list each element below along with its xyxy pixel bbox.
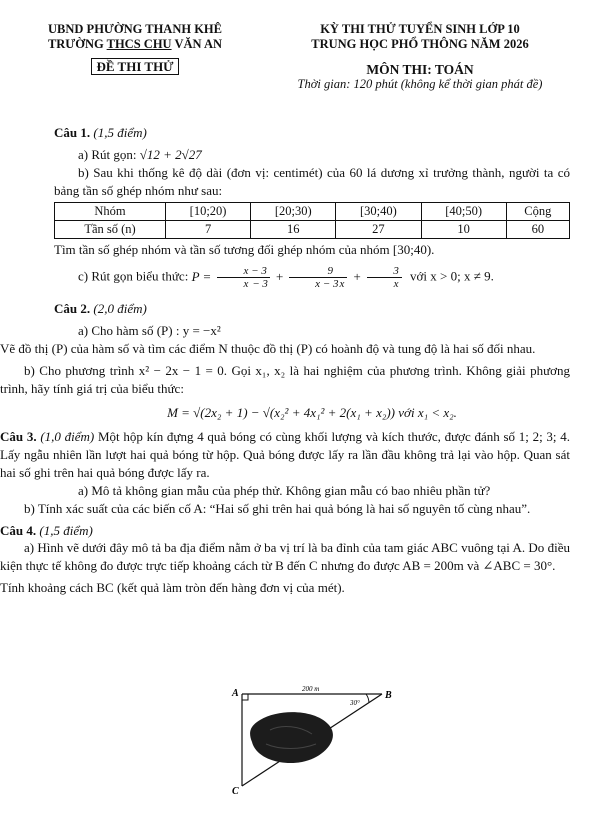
subject: MÔN THI: TOÁN bbox=[366, 62, 474, 77]
q1a: a) Rút gọn: √12 + 2√27 bbox=[78, 146, 202, 162]
table-cell: Tần số (n) bbox=[55, 221, 166, 239]
q1c: c) Rút gọn biểu thức: P = $\frac{x - 3}{x - 3}$ + $\frac{9}{x - 3x}$ + $\frac{3}{x}$ với x > 0; x ≠ 9. bbox=[78, 265, 494, 291]
table-cell: [20;30) bbox=[251, 202, 336, 220]
question-2-heading: Câu 2. (2,0 điểm) bbox=[54, 301, 147, 317]
issuer-block bbox=[30, 22, 240, 75]
q1a-expression: √12 + 2√27 bbox=[139, 146, 202, 162]
table-cell: [10;20) bbox=[166, 202, 251, 220]
ab-length-label: 200 m bbox=[302, 686, 320, 693]
right-angle-mark bbox=[242, 694, 248, 700]
time-limit: Thời gian: 120 phút (không kể thời gian phát đề) bbox=[297, 77, 543, 91]
q1c-condition: với x > 0; x ≠ 9. bbox=[410, 268, 494, 284]
question-4-heading: Câu 4. (1,5 điểm) bbox=[0, 522, 93, 538]
exam-title-line1: KỲ THI THỬ TUYỂN SINH LỚP 10 bbox=[320, 22, 520, 36]
angle-label: 30° bbox=[350, 699, 360, 707]
q3b: b) Tính xác suất của các biến cố A: “Hai số ghi trên hai quả bóng là hai số nguyên tố cùng nhau”. bbox=[24, 500, 531, 516]
table-cell: 60 bbox=[506, 221, 569, 239]
exam-header bbox=[0, 22, 591, 107]
table-cell: Cộng bbox=[506, 202, 569, 220]
q4a-question: Tính khoảng cách BC (kết quả làm tròn đến hàng đơn vị của mét). bbox=[0, 580, 345, 596]
q2b-expression: M = √(2x₂ + 1) − √(x₂² + 4x₁² + 2(x₁ + x₂)) với x₁ < x₂. bbox=[167, 404, 457, 420]
triangle-diagram bbox=[220, 686, 400, 796]
q1b-question: Tìm tần số ghép nhóm và tần số tương đối ghép nhóm của nhóm [30;40). bbox=[54, 242, 435, 258]
school-name: TRƯỜNG THCS CHU VĂN AN bbox=[47, 37, 223, 51]
table-cell: [30;40) bbox=[336, 202, 421, 220]
question-3: Câu 3. (1,0 điểm) Một hộp kín đựng 4 quả bóng có cùng khối lượng và kích thước, được đánh số 1; 2; 3; 4. Lấy ngẫu nhiên lần lượt hai quả bóng từ hộp. Quả bóng được lấy ra lần đầu không trả lại vào hộp. Quan sát hai số ghi trên hai quả bóng được lấy ra. bbox=[0, 428, 571, 480]
q1c-expression: P = $\frac{x - 3}{x - 3}$ + $\frac{9}{x - 3x}$ + $\frac{3}{x}$ bbox=[192, 269, 407, 284]
vertex-c-label: C bbox=[232, 786, 239, 796]
q3a: a) Mô tả không gian mẫu của phép thử. Không gian mẫu có bao nhiêu phần tử? bbox=[78, 482, 491, 498]
vertex-a-label: A bbox=[232, 688, 239, 699]
lake-obstacle bbox=[250, 712, 333, 763]
question-1-heading: Câu 1. (1,5 điểm) bbox=[54, 125, 147, 140]
table-cell: 27 bbox=[336, 221, 421, 239]
table-cell: Nhóm bbox=[55, 202, 166, 220]
table-cell: 16 bbox=[251, 221, 336, 239]
vertex-b-label: B bbox=[385, 690, 392, 701]
exam-content bbox=[0, 120, 571, 597]
table-cell: [40;50) bbox=[421, 202, 506, 220]
exam-title-block bbox=[260, 22, 580, 92]
table-cell: 7 bbox=[166, 221, 251, 239]
q1b: b) Sau khi thống kê độ dài (đơn vị: centimét) của 60 lá dương xỉ trưởng thành, người ta có bảng tần số ghép nhóm như sau: bbox=[54, 164, 570, 198]
exam-type-badge: ĐỀ THI THỬ bbox=[91, 58, 178, 75]
q2a-detail: Vẽ đồ thị (P) của hàm số và tìm các điểm N thuộc đồ thị (P) có hoành độ và tung độ là hai số đối nhau. bbox=[0, 341, 536, 357]
table-row bbox=[55, 202, 570, 220]
ward-name: UBND PHƯỜNG THANH KHÊ bbox=[48, 22, 222, 36]
table-row bbox=[55, 221, 570, 239]
exam-title-line2: TRUNG HỌC PHỔ THÔNG NĂM 2026 bbox=[311, 37, 529, 51]
q4a: a) Hình vẽ dưới đây mô tả ba địa điểm nằm ở ba vị trí là ba đỉnh của tam giác ABC vuông tại A. Do điều kiện thực tế không đo được trực tiếp khoảng cách từ B đến C nhưng đo được AB = 200m và ∠ABC = 30°. bbox=[0, 540, 570, 574]
frequency-table bbox=[54, 202, 570, 240]
angle-arc bbox=[366, 694, 369, 703]
q2b: b) Cho phương trình x² − 2x − 1 = 0. Gọi x₁, x₂ là hai nghiệm của phương trình. Không giải phương trình, hãy tính giá trị của biểu thức: bbox=[0, 363, 570, 396]
table-cell: 10 bbox=[421, 221, 506, 239]
q2a: a) Cho hàm số (P) : y = −x² bbox=[78, 323, 221, 339]
